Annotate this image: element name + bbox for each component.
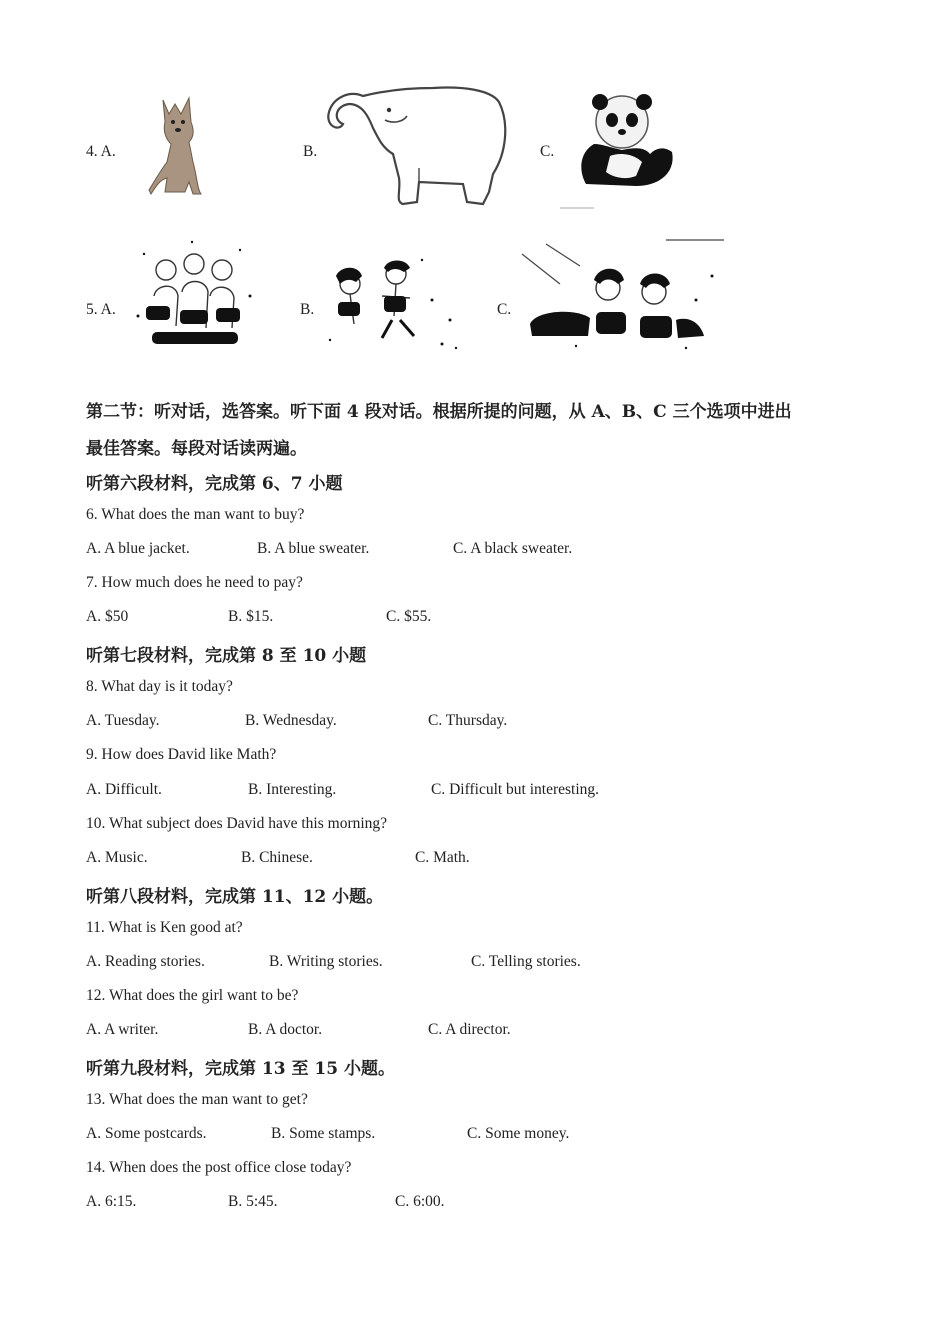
panda-picture xyxy=(560,90,685,210)
q11-option-b: B. Writing stories. xyxy=(269,953,383,970)
section-intro-line-1: 第二节：听对话，选答案。听下面 4 段对话。根据所提的问题，从 A、B、C 三个选项中进出 xyxy=(86,402,792,422)
q4-option-b-label: B. xyxy=(303,143,318,160)
q6-option-a: A. A blue jacket. xyxy=(86,540,190,557)
children-playing-picture xyxy=(322,240,467,358)
q12-option-a: A. A writer. xyxy=(86,1021,159,1038)
q5-option-a-label: 5. A. xyxy=(86,301,116,318)
q10-option-c: C. Math. xyxy=(415,849,470,866)
question-13: 13. What does the man want to get? xyxy=(86,1091,308,1108)
q4-option-c-label: C. xyxy=(540,143,555,160)
q8-option-c: C. Thursday. xyxy=(428,712,508,729)
q13-option-c: C. Some money. xyxy=(467,1125,570,1142)
group-heading-7: 听第七段材料，完成第 8 至 10 小题 xyxy=(86,646,367,666)
q7-option-c: C. $55. xyxy=(386,608,432,625)
q12-option-b: B. A doctor. xyxy=(248,1021,323,1038)
q5-option-b-label: B. xyxy=(300,301,315,318)
q14-option-b: B. 5:45. xyxy=(228,1193,278,1210)
q11-option-a: A. Reading stories. xyxy=(86,953,205,970)
q8-option-b: B. Wednesday. xyxy=(245,712,337,729)
elephant-picture xyxy=(323,82,509,210)
q11-option-c: C. Telling stories. xyxy=(471,953,581,970)
q6-option-c: C. A black sweater. xyxy=(453,540,573,557)
question-12: 12. What does the girl want to be? xyxy=(86,987,299,1004)
q7-option-a: A. $50 xyxy=(86,608,129,625)
q5-option-c-label: C. xyxy=(497,301,512,318)
question-8: 8. What day is it today? xyxy=(86,678,233,695)
question-7: 7. How much does he need to pay? xyxy=(86,574,303,591)
q9-option-b: B. Interesting. xyxy=(248,781,337,798)
question-9: 9. How does David like Math? xyxy=(86,746,277,763)
dog-picture xyxy=(145,92,215,197)
question-11: 11. What is Ken good at? xyxy=(86,919,243,936)
q8-option-a: A. Tuesday. xyxy=(86,712,160,729)
group-heading-6: 听第六段材料，完成第 6、7 小题 xyxy=(86,474,343,494)
q14-option-c: C. 6:00. xyxy=(395,1193,445,1210)
q13-option-a: A. Some postcards. xyxy=(86,1125,207,1142)
group-of-people-picture xyxy=(132,236,257,356)
q9-option-c: C. Difficult but interesting. xyxy=(431,781,600,798)
q9-option-a: A. Difficult. xyxy=(86,781,162,798)
group-heading-9: 听第九段材料，完成第 13 至 15 小题。 xyxy=(86,1059,395,1079)
group-heading-8: 听第八段材料，完成第 11、12 小题。 xyxy=(86,887,384,907)
q6-option-b: B. A blue sweater. xyxy=(257,540,370,557)
question-14: 14. When does the post office close today? xyxy=(86,1159,352,1176)
section-intro-line-2: 最佳答案。每段对话读两遍。 xyxy=(86,439,307,459)
q7-option-b: B. $15. xyxy=(228,608,274,625)
question-10: 10. What subject does David have this morning? xyxy=(86,815,388,832)
q14-option-a: A. 6:15. xyxy=(86,1193,137,1210)
q4-option-a-label: 4. A. xyxy=(86,143,116,160)
q10-option-a: A. Music. xyxy=(86,849,148,866)
q10-option-b: B. Chinese. xyxy=(241,849,313,866)
q12-option-c: C. A director. xyxy=(428,1021,511,1038)
question-6: 6. What does the man want to buy? xyxy=(86,506,305,523)
people-sitting-picture xyxy=(516,236,726,358)
q13-option-b: B. Some stamps. xyxy=(271,1125,376,1142)
